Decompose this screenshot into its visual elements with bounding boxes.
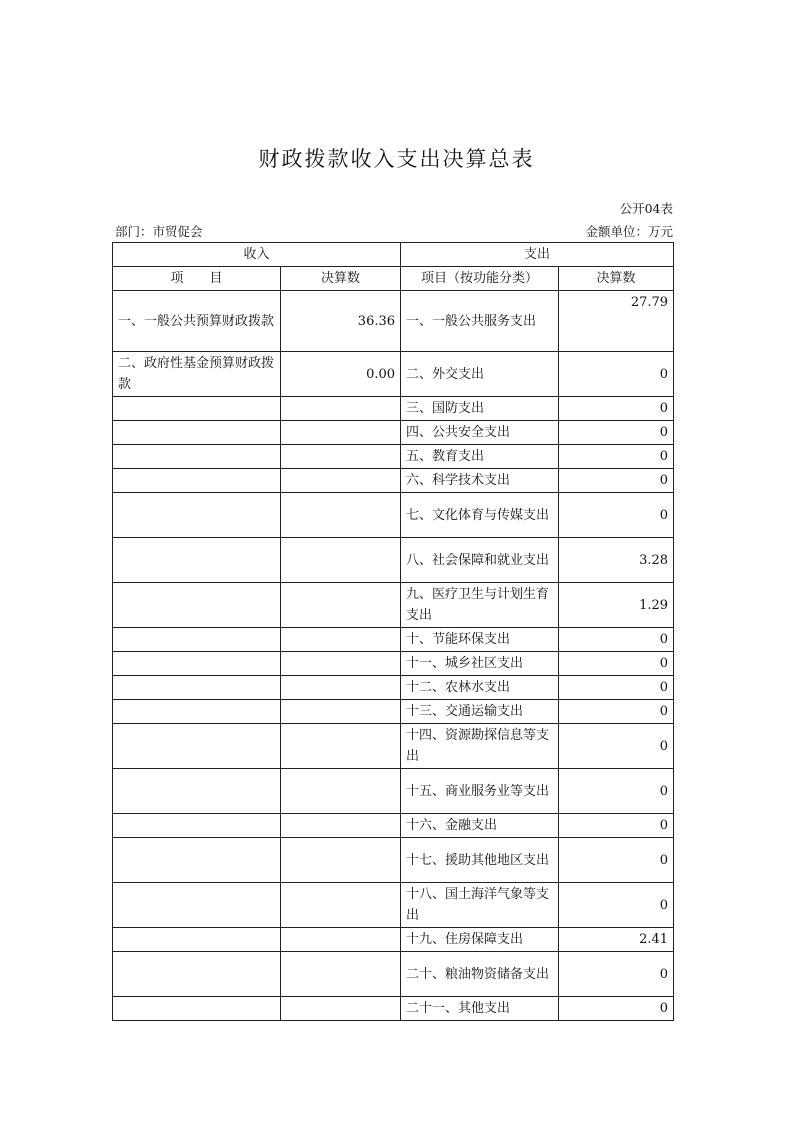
- income-item-cell: [113, 445, 281, 469]
- income-amount-cell: [281, 928, 401, 952]
- expense-amount-cell: 0: [559, 700, 674, 724]
- expense-amount-cell: 0: [559, 445, 674, 469]
- income-amount-cell: [281, 421, 401, 445]
- expense-item-cell: 二、外交支出: [401, 352, 559, 397]
- income-item-cell: [113, 838, 281, 883]
- income-item-cell: [113, 700, 281, 724]
- expense-item-cell: 十四、资源勘探信息等支出: [401, 724, 559, 769]
- expense-item-cell: 十六、金融支出: [401, 814, 559, 838]
- income-item-cell: [113, 583, 281, 628]
- expense-amount-cell: 0: [559, 883, 674, 928]
- expense-amount-cell: 0: [559, 652, 674, 676]
- income-item-cell: [113, 676, 281, 700]
- expense-amount-cell: 0: [559, 628, 674, 652]
- expense-item-cell: 十、节能环保支出: [401, 628, 559, 652]
- expense-amount-cell: 1.29: [559, 583, 674, 628]
- table-row: [113, 883, 674, 928]
- expense-amount-cell: 0: [559, 724, 674, 769]
- income-amount-cell: [281, 538, 401, 583]
- document-title: 财政拨款收入支出决算总表: [258, 147, 535, 171]
- income-item-cell: [113, 928, 281, 952]
- expense-item-cell: 十一、城乡社区支出: [401, 652, 559, 676]
- expense-item-cell: 四、公共安全支出: [401, 421, 559, 445]
- expense-item-cell: 十三、交通运输支出: [401, 700, 559, 724]
- expense-item-cell: 五、教育支出: [401, 445, 559, 469]
- expense-amount-cell: 0: [559, 814, 674, 838]
- table-row: [113, 421, 674, 445]
- table-row: [113, 352, 674, 397]
- table-row: [113, 538, 674, 583]
- income-amount-cell: [281, 952, 401, 997]
- income-amount-cell: 0.00: [281, 352, 401, 397]
- income-item-cell: [113, 997, 281, 1021]
- expense-item-cell: 八、社会保障和就业支出: [401, 538, 559, 583]
- expense-amount-cell: 0: [559, 838, 674, 883]
- income-item-cell: [113, 724, 281, 769]
- table-row: [113, 397, 674, 421]
- income-amount-cell: [281, 397, 401, 421]
- expense-amount-cell: 27.79: [559, 291, 674, 352]
- income-amount-cell: [281, 700, 401, 724]
- expense-item-cell: 十五、商业服务业等支出: [401, 769, 559, 814]
- income-amount-header: 决算数: [281, 267, 401, 291]
- income-item-cell: [113, 469, 281, 493]
- expense-amount-cell: 3.28: [559, 538, 674, 583]
- income-amount-cell: [281, 628, 401, 652]
- form-number: 公开04表: [619, 201, 673, 216]
- income-amount-cell: [281, 445, 401, 469]
- expense-amount-cell: 2.41: [559, 928, 674, 952]
- income-item-cell: [113, 769, 281, 814]
- expense-amount-cell: 0: [559, 421, 674, 445]
- income-amount-cell: [281, 838, 401, 883]
- income-item-cell: 二、政府性基金预算财政拨款: [113, 352, 281, 397]
- expense-amount-cell: 0: [559, 397, 674, 421]
- income-amount-cell: [281, 469, 401, 493]
- expense-item-cell: 二十、粮油物资储备支出: [401, 952, 559, 997]
- income-amount-cell: [281, 493, 401, 538]
- table-header-row: [113, 243, 674, 267]
- expense-amount-cell: 0: [559, 493, 674, 538]
- expense-amount-cell: 0: [559, 352, 674, 397]
- expense-amount-cell: 0: [559, 676, 674, 700]
- income-item-cell: [113, 493, 281, 538]
- table-row: [113, 724, 674, 769]
- income-item-cell: 一、一般公共预算财政拨款: [113, 291, 281, 352]
- expense-item-cell: 六、科学技术支出: [401, 469, 559, 493]
- expense-item-cell: 七、文化体育与传媒支出: [401, 493, 559, 538]
- table-row: [113, 583, 674, 628]
- income-amount-cell: 36.36: [281, 291, 401, 352]
- income-item-cell: [113, 883, 281, 928]
- income-item-header: 项 目: [113, 267, 281, 291]
- income-amount-cell: [281, 769, 401, 814]
- income-amount-cell: [281, 997, 401, 1021]
- expense-item-cell: 十七、援助其他地区支出: [401, 838, 559, 883]
- expense-item-cell: 十九、住房保障支出: [401, 928, 559, 952]
- table-row: [113, 469, 674, 493]
- income-amount-cell: [281, 676, 401, 700]
- expense-header: 支出: [401, 243, 674, 267]
- income-item-cell: [113, 952, 281, 997]
- table-row: [113, 952, 674, 997]
- income-amount-cell: [281, 814, 401, 838]
- income-item-cell: [113, 397, 281, 421]
- budget-table: [112, 242, 674, 1021]
- income-item-cell: [113, 652, 281, 676]
- department-label: 部门：市贸促会: [115, 224, 203, 239]
- expense-amount-cell: 0: [559, 769, 674, 814]
- table-row: [113, 814, 674, 838]
- income-item-cell: [113, 814, 281, 838]
- income-item-cell: [113, 538, 281, 583]
- expense-item-cell: 二十一、其他支出: [401, 997, 559, 1021]
- amount-unit-label: 金额单位：万元: [585, 224, 673, 239]
- table-row: [113, 769, 674, 814]
- income-amount-cell: [281, 652, 401, 676]
- table-row: [113, 291, 674, 352]
- income-item-cell: [113, 421, 281, 445]
- income-header: 收入: [113, 243, 401, 267]
- table-row: [113, 997, 674, 1021]
- expense-amount-cell: 0: [559, 952, 674, 997]
- expense-item-cell: 三、国防支出: [401, 397, 559, 421]
- table-subheader-row: [113, 267, 674, 291]
- income-amount-cell: [281, 724, 401, 769]
- table-row: [113, 628, 674, 652]
- table-row: [113, 700, 674, 724]
- table-row: [113, 493, 674, 538]
- income-item-cell: [113, 628, 281, 652]
- expense-item-cell: 九、医疗卫生与计划生育支出: [401, 583, 559, 628]
- table-row: [113, 838, 674, 883]
- expense-amount-header: 决算数: [559, 267, 674, 291]
- expense-amount-cell: 0: [559, 997, 674, 1021]
- expense-item-cell: 一、一般公共服务支出: [401, 291, 559, 352]
- table-row: [113, 445, 674, 469]
- expense-amount-cell: 0: [559, 469, 674, 493]
- income-amount-cell: [281, 583, 401, 628]
- table-row: [113, 928, 674, 952]
- income-amount-cell: [281, 883, 401, 928]
- table-row: [113, 652, 674, 676]
- expense-item-cell: 十八、国土海洋气象等支出: [401, 883, 559, 928]
- expense-item-cell: 十二、农林水支出: [401, 676, 559, 700]
- expense-item-header: 项目（按功能分类）: [401, 267, 559, 291]
- table-row: [113, 676, 674, 700]
